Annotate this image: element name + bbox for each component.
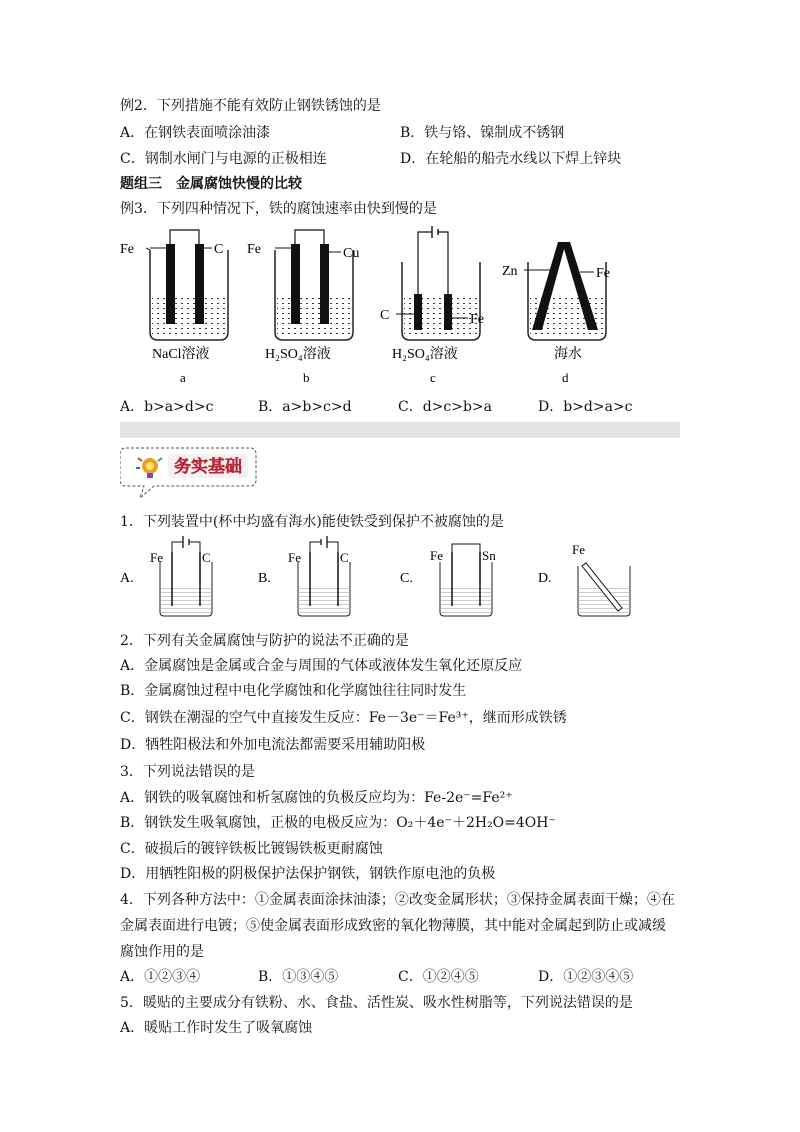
q1-a-left-label: Fe: [150, 550, 163, 565]
beaker-c: [380, 226, 484, 385]
ex2-option-c: C．钢制水闸门与电源的正极相连: [120, 151, 327, 167]
q3-option-c: C．破损后的镀锌铁板比镀锡铁板更耐腐蚀: [120, 841, 383, 857]
q4-line-2: 金属表面进行电镀；⑤使金属表面形成致密的氧化物薄膜，其中能对金属起到防止或减缓: [120, 918, 666, 934]
ex2-stem: 例2．下列措施不能有效防止钢铁锈蚀的是: [120, 98, 381, 114]
beaker-a-solution: NaCl溶液: [152, 347, 210, 362]
beaker-d: [502, 242, 610, 385]
q1-d-left-label: Fe: [572, 542, 585, 557]
beaker-d-right-label: Fe: [596, 266, 610, 281]
section-divider: [120, 422, 680, 438]
q4-option-c: C．①②④⑤: [398, 969, 479, 985]
section-heading: 题组三 金属腐蚀快慢的比较: [120, 176, 302, 192]
q1-b-left-label: Fe: [288, 550, 301, 565]
q1-beaker-b: [288, 536, 350, 616]
q1-beaker-c: [430, 544, 496, 616]
beaker-a-left-label: Fe: [120, 242, 134, 257]
beaker-b-right-label: Cu: [343, 246, 360, 261]
q2-option-b: B．金属腐蚀过程中电化学腐蚀和化学腐蚀往往同时发生: [120, 683, 467, 699]
beaker-a: [120, 230, 228, 385]
ex2-option-a: A．在钢铁表面喷涂油漆: [120, 125, 271, 141]
q1-c-left-label: Fe: [430, 548, 443, 563]
q1-beaker-d: [572, 542, 630, 616]
q1-option-c-letter: C.: [400, 571, 413, 586]
q1-a-right-label: C: [202, 550, 211, 565]
beaker-a-right-label: C: [214, 242, 224, 257]
q4-option-d: D．①②③④⑤: [538, 969, 634, 985]
q4-line-3: 腐蚀作用的是: [120, 944, 204, 960]
ex3-option-c: C．d>c>b>a: [398, 399, 493, 415]
beaker-c-right-label: Fe: [470, 312, 484, 327]
beaker-c-left-label: C: [380, 308, 390, 323]
q1-option-a-letter: A.: [120, 571, 134, 586]
q1-option-d-letter: D.: [538, 571, 552, 586]
q1-b-right-label: C: [340, 550, 349, 565]
ex3-option-d: D．b>d>a>c: [538, 399, 633, 415]
ex3-figures: [110, 222, 690, 392]
q3-option-d: D．用牺牲阳极的阴极保护法保护钢铁，钢铁作原电池的负极: [120, 866, 496, 882]
badge-text: 务实基础: [174, 457, 242, 476]
q2-option-c: C．钢铁在潮湿的空气中直接发生反应：Fe－3e⁻＝Fe³⁺，继而形成铁锈: [120, 710, 567, 726]
beaker-b-letter: b: [303, 370, 310, 385]
q2-stem: 2．下列有关金属腐蚀与防护的说法不正确的是: [120, 633, 409, 649]
q5-option-a: A．暖贴工作时发生了吸氧腐蚀: [120, 1020, 313, 1036]
ex3-option-a: A．b>a>d>c: [120, 399, 214, 415]
q4-option-b: B．①③④⑤: [258, 969, 339, 985]
beaker-a-letter: a: [180, 370, 186, 385]
beaker-c-letter: c: [430, 370, 436, 385]
q3-option-a: A．钢铁的吸氧腐蚀和析氢腐蚀的负极反应均为：Fe-2e⁻=Fe²⁺: [120, 790, 513, 806]
ex3-option-b: B．a>b>c>d: [258, 399, 352, 415]
beaker-b: [247, 230, 359, 385]
q1-beaker-a: [150, 536, 212, 616]
q2-option-a: A．金属腐蚀是金属或合金与周围的气体或液体发生氧化还原反应: [120, 658, 523, 674]
q1-stem: 1．下列装置中(杯中均盛有海水)能使铁受到保护不被腐蚀的是: [120, 514, 504, 530]
q4-line-1: 4．下列各种方法中：①金属表面涂抹油漆；②改变金属形状；③保持金属表面干燥；④在: [120, 892, 675, 908]
q4-option-a: A．①②③④: [120, 969, 201, 985]
beaker-d-left-label: Zn: [502, 264, 518, 279]
ex3-stem: 例3．下列四种情况下，铁的腐蚀速率由快到慢的是: [120, 201, 437, 217]
q1-c-right-label: Sn: [482, 548, 496, 563]
ex2-option-b: B．铁与铬、镍制成不锈钢: [400, 125, 565, 141]
q1-option-b-letter: B.: [258, 571, 271, 586]
beaker-d-letter: d: [562, 370, 569, 385]
beaker-c-solution: H₂SO₄溶液: [392, 347, 458, 362]
q2-option-d: D．牺牲阳极法和外加电流法都需要采用辅助阳极: [120, 737, 426, 753]
ex2-option-d: D．在轮船的船壳水线以下焊上锌块: [400, 151, 622, 167]
q3-stem: 3．下列说法错误的是: [120, 764, 255, 780]
section-badge: [120, 444, 260, 502]
beaker-b-left-label: Fe: [247, 242, 261, 257]
beaker-b-solution: H₂SO₄溶液: [265, 347, 331, 362]
q3-option-b: B．钢铁发生吸氧腐蚀，正极的电极反应为：O₂＋4e⁻＋2H₂O=4OH⁻: [120, 815, 556, 831]
q1-figures: [118, 536, 638, 620]
beaker-d-solution: 海水: [554, 347, 582, 362]
q5-stem: 5．暖贴的主要成分有铁粉、水、食盐、活性炭、吸水性树脂等，下列说法错误的是: [120, 995, 633, 1011]
